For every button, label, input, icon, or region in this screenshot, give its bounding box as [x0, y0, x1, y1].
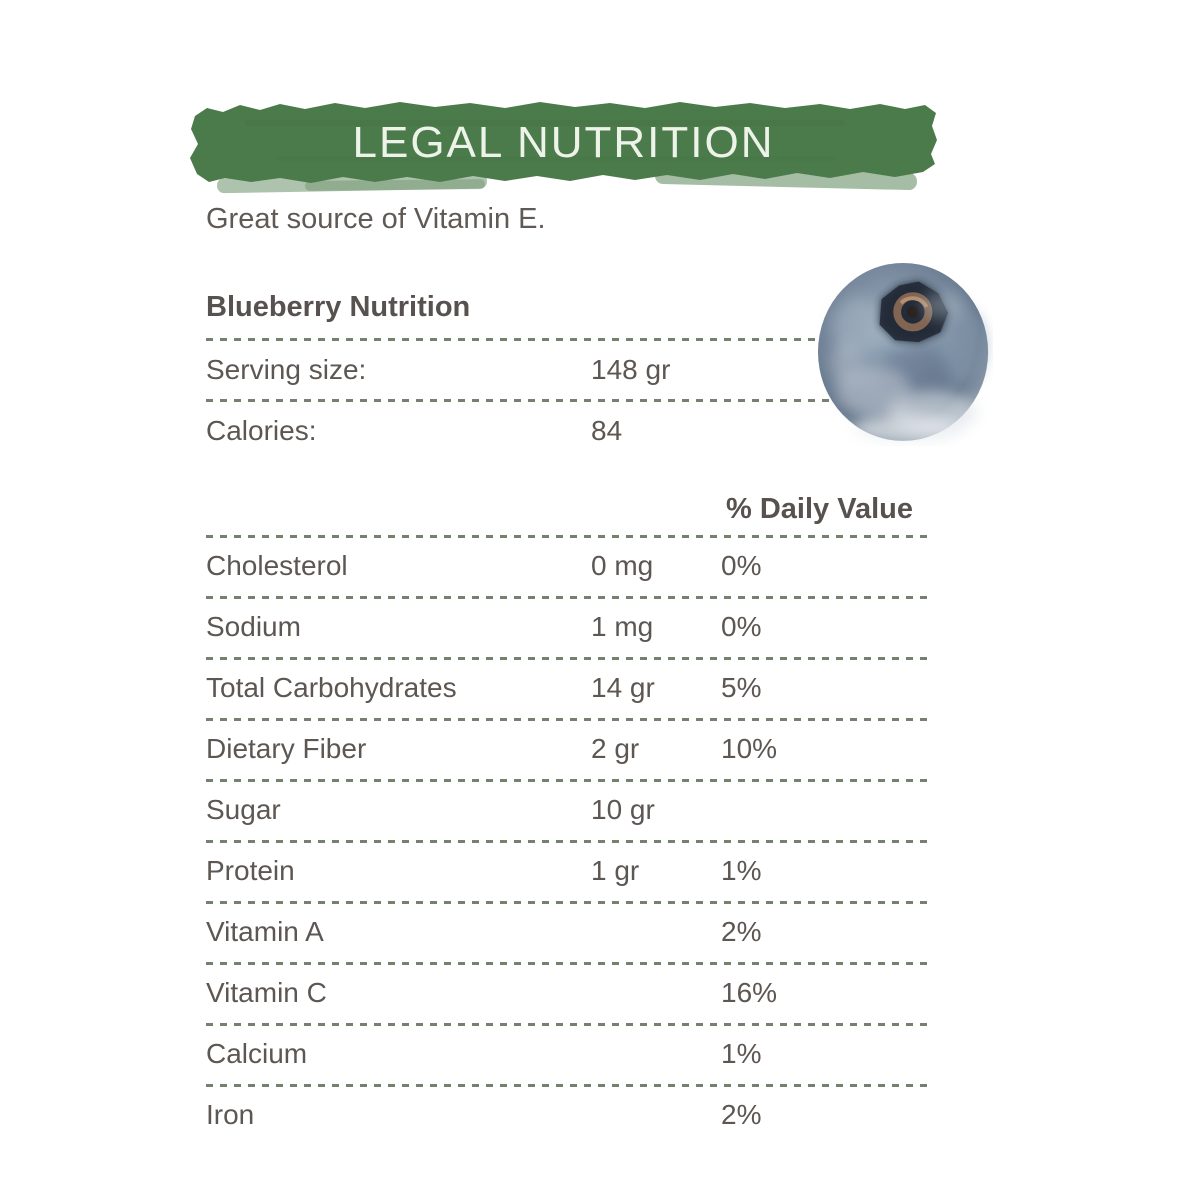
nutrient-label: Vitamin A [206, 916, 324, 947]
nutrient-daily-value [721, 793, 933, 827]
nutrient-row-vitamin-a [206, 904, 933, 962]
nutrient-amount: 1 gr [591, 855, 640, 886]
calories-label: Calories: [206, 415, 317, 446]
nutrient-daily-value: 16% [721, 977, 778, 1008]
nutrient-label: Cholesterol [206, 550, 348, 581]
serving-amount: 148 gr [591, 354, 671, 385]
nutrient-label: Calcium [206, 1038, 308, 1069]
blueberry-graphic [817, 254, 993, 446]
nutrient-amount [591, 915, 721, 949]
nutrient-daily-value: 1% [721, 855, 762, 886]
nutrient-row-protein [206, 843, 933, 901]
nutrient-daily-value: 0% [721, 611, 762, 642]
serving-label: Serving size: [206, 354, 367, 385]
nutrient-label: Total Carbohydrates [206, 672, 457, 703]
nutrient-amount: 0 mg [591, 550, 654, 581]
nutrient-amount: 2 gr [591, 733, 640, 764]
nutrient-amount: 10 gr [591, 794, 655, 825]
table-title: Blueberry Nutrition [206, 291, 471, 323]
nutrient-label: Protein [206, 855, 295, 886]
intro-text: Great source of Vitamin E. [206, 203, 546, 235]
nutrient-daily-value: 5% [721, 672, 762, 703]
nutrient-amount [591, 1098, 721, 1132]
nutrient-row-total-carbohydrates [206, 660, 933, 718]
nutrient-amount [591, 976, 721, 1010]
nutrient-row-sugar [206, 782, 933, 840]
daily-value-header: % Daily Value [726, 493, 913, 525]
nutrient-row-iron [206, 1087, 933, 1145]
page-title: LEGAL NUTRITION [352, 118, 775, 167]
nutrient-label: Sugar [206, 794, 281, 825]
calories-amount: 84 [591, 415, 623, 446]
nutrient-label: Dietary Fiber [206, 733, 367, 764]
nutrient-amount: 14 gr [591, 672, 655, 703]
nutrient-row-dietary-fiber [206, 721, 933, 779]
nutrient-row-sodium [206, 599, 933, 657]
nutrient-row-cholesterol [206, 538, 933, 596]
nutrient-row-vitamin-c [206, 965, 933, 1023]
nutrient-daily-value: 2% [721, 916, 762, 947]
nutrient-row-calcium [206, 1026, 933, 1084]
nutrient-amount: 1 mg [591, 611, 654, 642]
nutrient-daily-value: 1% [721, 1038, 762, 1069]
nutrient-amount [591, 1037, 721, 1071]
nutrient-label: Sodium [206, 611, 301, 642]
banner [185, 96, 942, 204]
nutrient-daily-value: 2% [721, 1099, 762, 1130]
nutrient-label: Iron [206, 1099, 255, 1130]
nutrient-daily-value: 10% [721, 733, 778, 764]
nutrient-label: Vitamin C [206, 977, 327, 1008]
blueberry-photo [817, 254, 993, 446]
nutrient-daily-value: 0% [721, 550, 762, 581]
